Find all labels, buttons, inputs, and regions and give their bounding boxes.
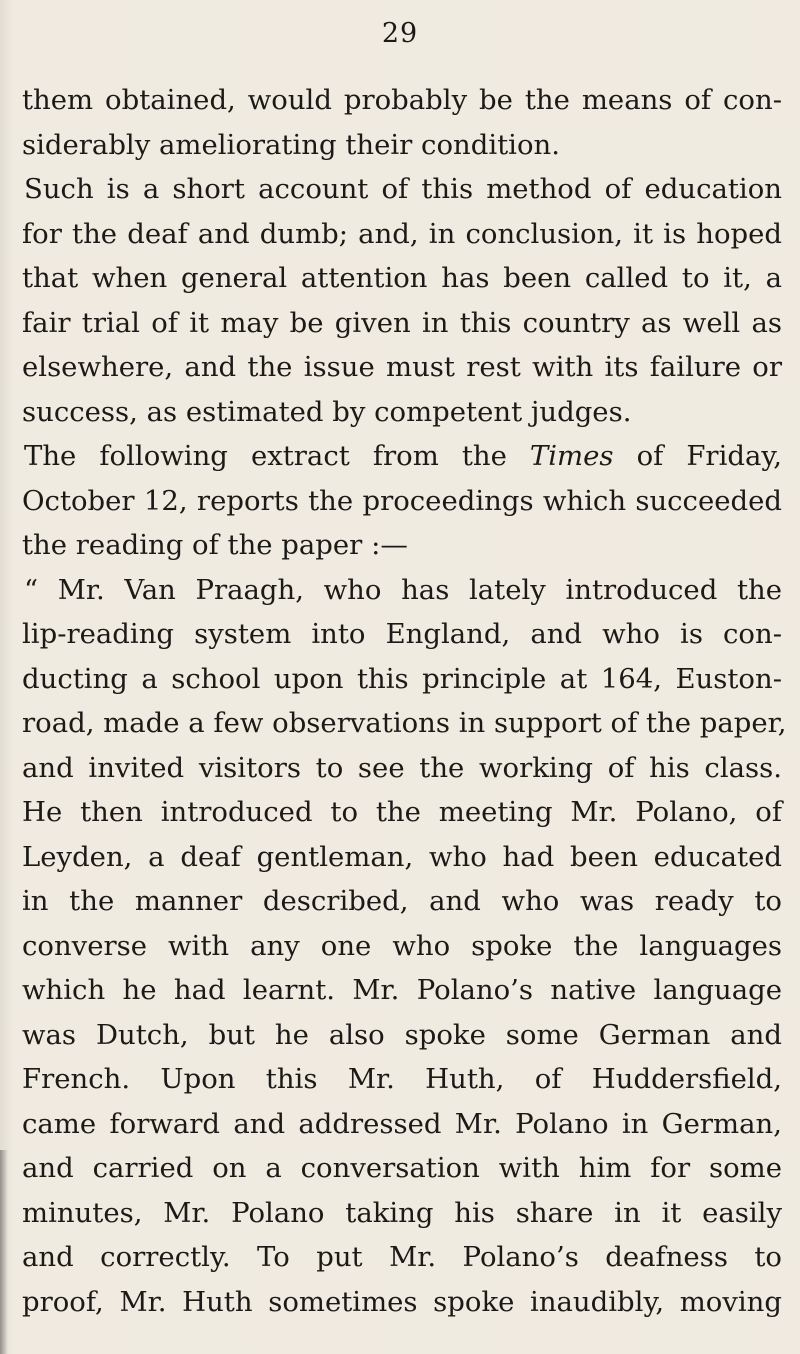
text-line: Leyden, a deaf gentleman, who had been educated [22,840,782,873]
text-fragment: The following extract from the [24,440,507,472]
text-line: and invited visitors to see the working of his class. [22,751,782,784]
text-line: for the deaf and dumb; and, in conclusion, it is hoped [22,217,782,250]
text-line: which he had learnt. Mr. Polano’s native language [22,974,782,1006]
text-line: “ Mr. Van Praagh, who has lately introduced the [24,573,782,606]
text-line: proof, Mr. Huth sometimes spoke inaudibly, moving [22,1285,782,1318]
text-fragment: of Friday, [636,440,782,472]
text-line: French. Upon this Mr. Huth, of Huddersfield, [22,1063,782,1095]
text-line: Such is a short account of this method of education [24,173,782,205]
text-line: the reading of the paper :— [22,529,408,561]
italic-title: Times [529,440,614,472]
page-number: 29 [381,18,419,49]
text-line: was Dutch, but he also spoke some German and [22,1018,782,1051]
text-line: them obtained, would probably be the means of con- [22,84,782,116]
text-line: October 12, reports the proceedings which succeeded [22,484,782,517]
text-line: success, as estimated by competent judges. [22,395,632,428]
text-line: siderably ameliorating their condition. [22,128,560,161]
text-line: in the manner described, and who was ready to [22,885,782,917]
text-line: and carried on a conversation with him for some [22,1152,782,1184]
text-line: came forward and addressed Mr. Polano in German, [22,1107,782,1140]
text-line: and correctly. To put Mr. Polano’s deafness to [22,1241,782,1273]
text-line: fair trial of it may be given in this country as well as [22,306,782,339]
text-line: lip-reading system into England, and who is con- [22,618,782,650]
text-line-with-italic [22,434,782,479]
text-line: He then introduced to the meeting Mr. Polano, of [22,796,782,828]
body-text [22,78,787,1324]
text-line: ducting a school upon this principle at 164, Euston- [22,662,782,695]
text-line: minutes, Mr. Polano taking his share in it easily [22,1196,782,1229]
text-line: elsewhere, and the issue must rest with its failure or [22,351,782,383]
text-line: road, made a few observations in support of the paper, [22,707,787,739]
page-edge-shadow [0,1150,8,1354]
text-line: that when general attention has been called to it, a [22,262,782,294]
text-line: converse with any one who spoke the languages [22,929,782,962]
